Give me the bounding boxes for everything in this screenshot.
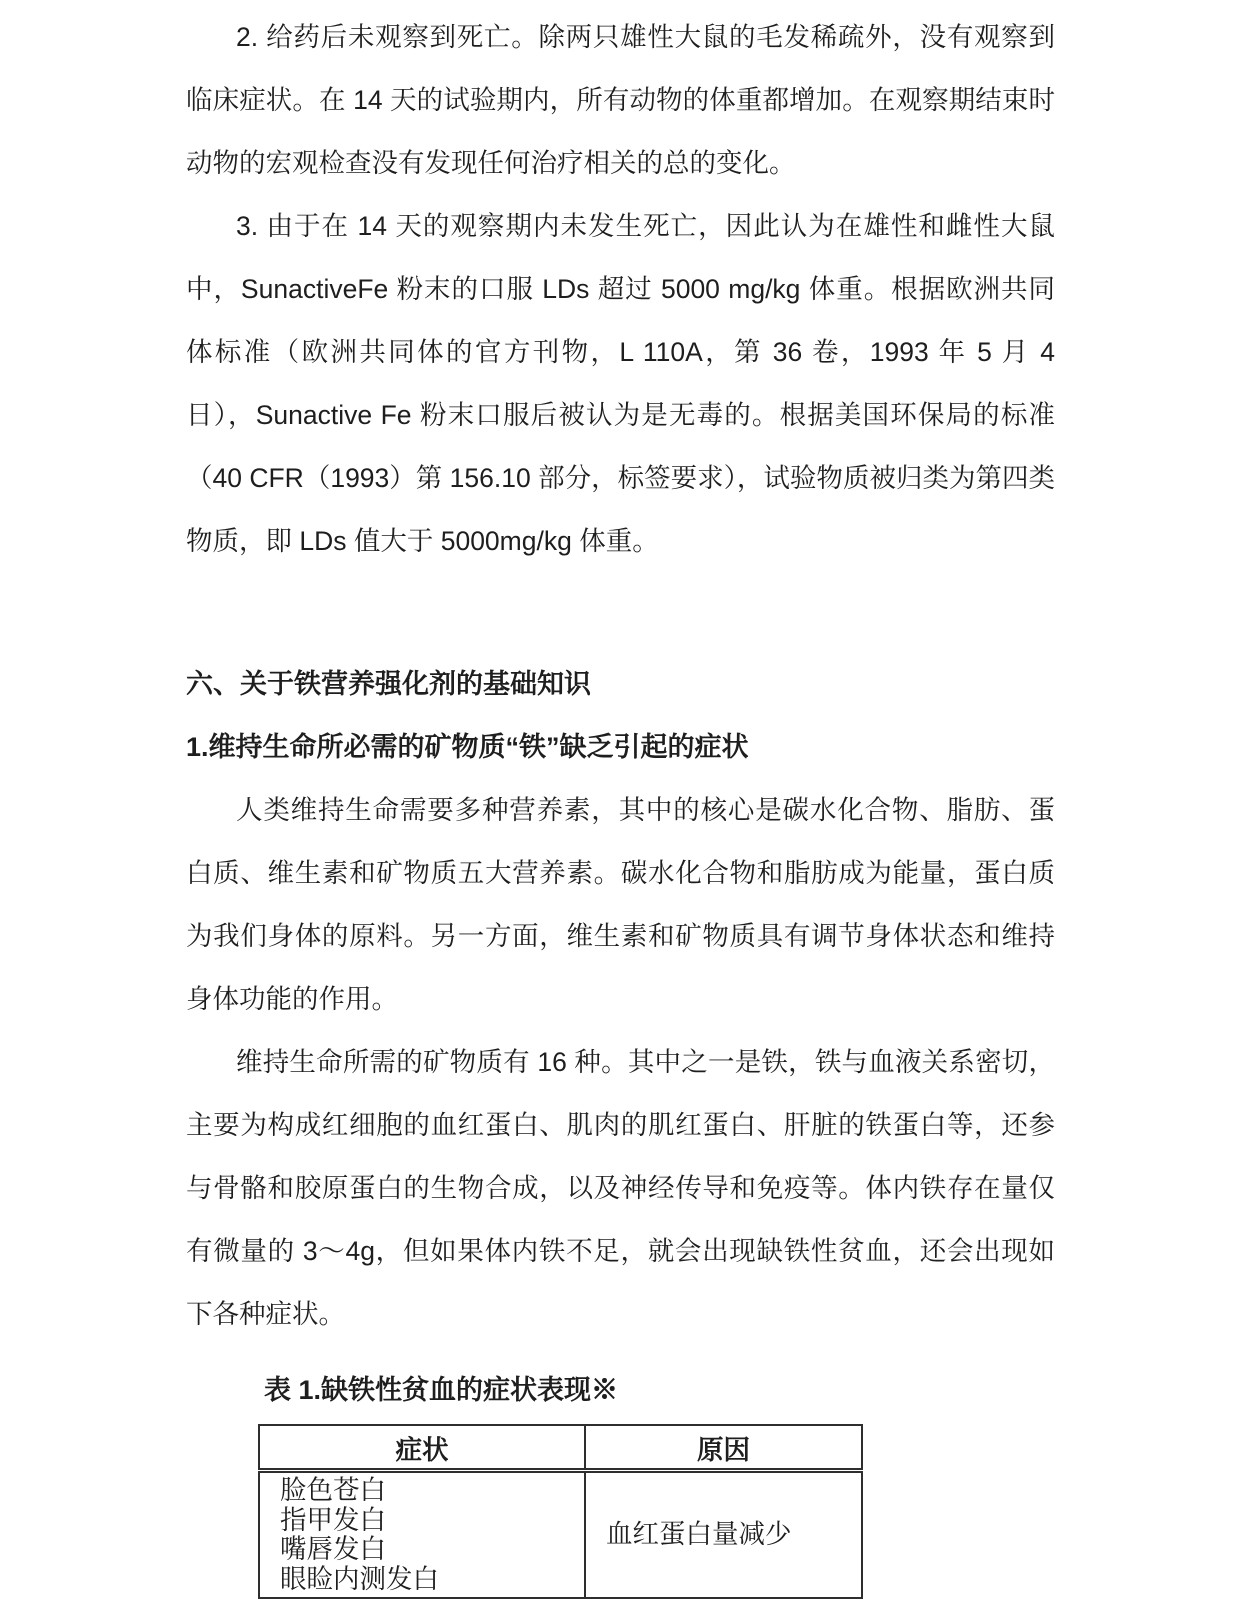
- symptom-table: [258, 1424, 863, 1599]
- table-header-cause: 原因: [585, 1425, 862, 1471]
- paragraph-acute-toxicity-observation: 2. 给药后未观察到死亡。除两只雄性大鼠的毛发稀疏外，没有观察到临床症状。在 14 天的试验期内，所有动物的体重都增加。在观察期结束时动物的宏观检查没有发现任何治疗相关的总的变化。: [186, 22, 1055, 178]
- table-caption: 表 1.缺铁性贫血的症状表现※: [264, 1375, 619, 1405]
- table-row: [259, 1471, 862, 1599]
- symptom-pale-face: 脸色苍白: [280, 1475, 386, 1505]
- section-heading-iron-fortifier-basics: 六、关于铁营养强化剂的基础知识: [186, 669, 591, 699]
- paragraph-five-nutrients: 人类维持生命需要多种营养素，其中的核心是碳水化合物、脂肪、蛋白质、维生素和矿物质五大营养素。碳水化合物和脂肪成为能量，蛋白质为我们身体的原料。另一方面，维生素和矿物质具有调节身体状态和维持身体功能的作用。: [186, 795, 1055, 1014]
- table-header-symptom: 症状: [259, 1425, 585, 1471]
- symptom-pale-lips: 嘴唇发白: [280, 1534, 386, 1564]
- table-header-row: [259, 1425, 862, 1471]
- paragraph-iron-function: 维持生命所需的矿物质有 16 种。其中之一是铁，铁与血液关系密切，主要为构成红细胞的血红蛋白、肌肉的肌红蛋白、肝脏的铁蛋白等，还参与骨骼和胶原蛋白的生物合成，以及神经传导和免疫等。体内铁存在量仅有微量的 3～4g，但如果体内铁不足，就会出现缺铁性贫血，还会出现如下各种症状。: [186, 1047, 1055, 1329]
- sub-heading-iron-deficiency-symptoms: 1.维持生命所必需的矿物质“铁”缺乏引起的症状: [186, 732, 749, 762]
- symptom-cell: [259, 1471, 585, 1599]
- symptom-pale-nails: 指甲发白: [280, 1504, 386, 1535]
- cause-cell: 血红蛋白量减少: [585, 1471, 862, 1599]
- symptom-pale-eyelids: 眼睑内测发白: [280, 1563, 439, 1594]
- paragraph-ld50-conclusion: 3. 由于在 14 天的观察期内未发生死亡，因此认为在雄性和雌性大鼠中，SunactiveFe 粉末的口服 LDs 超过 5000 mg/kg 体重。根据欧洲共同体标准（欧洲共同体的官方刊物，L 110A，第 36 卷，1993 年 5 月 4 日），Sunactive Fe 粉末口服后被认为是无毒的。根据美国环保局的标准（40 CFR（1993）第 156.10 部分，标签要求），试验物质被归类为第四类物质，即 LDs 值大于 5000mg/kg 体重。: [186, 211, 1055, 556]
